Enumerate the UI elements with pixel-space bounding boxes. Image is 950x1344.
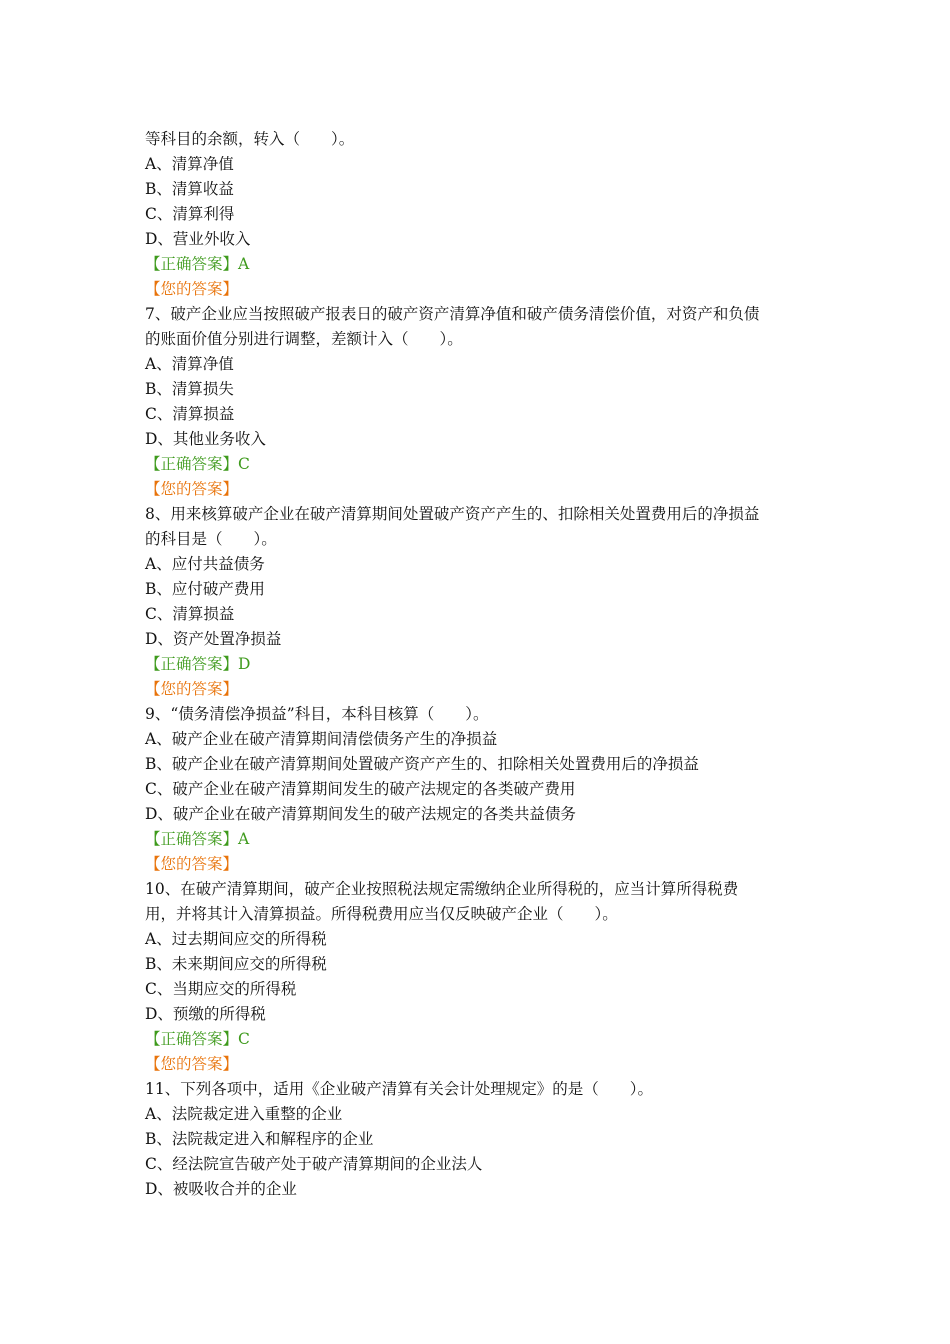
option-b: B、清算损失 (145, 380, 234, 398)
option-d: D、其他业务收入 (145, 430, 266, 448)
option-a: A、清算净值 (145, 355, 234, 373)
your-answer: 【您的答案】 (145, 680, 239, 698)
option-b: B、未来期间应交的所得税 (145, 955, 327, 973)
question-text: 7、破产企业应当按照破产报表日的破产资产清算净值和破产债务清偿价值，对资产和负债 (145, 305, 760, 323)
option-d: D、预缴的所得税 (145, 1005, 266, 1023)
question-text: 9、“债务清偿净损益”科目，本科目核算（ ）。 (145, 705, 489, 723)
question-text: 的科目是（ ）。 (145, 530, 277, 548)
your-answer: 【您的答案】 (145, 1055, 239, 1073)
question-text: 等科目的余额，转入（ ）。 (145, 130, 355, 148)
question-text: 用，并将其计入清算损益。所得税费用应当仅反映破产企业（ ）。 (145, 905, 618, 923)
option-b: B、法院裁定进入和解程序的企业 (145, 1130, 374, 1148)
question-10 (145, 877, 820, 1077)
question-7 (145, 302, 820, 502)
option-a: A、法院裁定进入重整的企业 (145, 1105, 343, 1123)
option-a: A、应付共益债务 (145, 555, 265, 573)
correct-answer: 【正确答案】A (145, 830, 250, 848)
option-c: C、清算损益 (145, 605, 235, 623)
correct-answer: 【正确答案】D (145, 655, 251, 673)
option-c: C、当期应交的所得税 (145, 980, 297, 998)
option-b: B、应付破产费用 (145, 580, 265, 598)
question-text: 的账面价值分别进行调整，差额计入（ ）。 (145, 330, 463, 348)
document-page (145, 127, 820, 1202)
question-6-continuation (145, 127, 820, 302)
option-c: C、清算损益 (145, 405, 235, 423)
option-c: C、经法院宣告破产处于破产清算期间的企业法人 (145, 1155, 483, 1173)
question-8 (145, 502, 820, 702)
option-d: D、资产处置净损益 (145, 630, 282, 648)
your-answer: 【您的答案】 (145, 855, 239, 873)
option-c: C、破产企业在破产清算期间发生的破产法规定的各类破产费用 (145, 780, 576, 798)
option-a: A、过去期间应交的所得税 (145, 930, 327, 948)
correct-answer: 【正确答案】C (145, 455, 250, 473)
option-a: A、清算净值 (145, 155, 234, 173)
correct-answer: 【正确答案】C (145, 1030, 250, 1048)
question-text: 11、下列各项中，适用《企业破产清算有关会计处理规定》的是（ ）。 (145, 1080, 653, 1098)
your-answer: 【您的答案】 (145, 480, 239, 498)
option-a: A、破产企业在破产清算期间清偿债务产生的净损益 (145, 730, 498, 748)
option-b: B、破产企业在破产清算期间处置破产资产产生的、扣除相关处置费用后的净损益 (145, 755, 699, 773)
question-text: 8、用来核算破产企业在破产清算期间处置破产资产产生的、扣除相关处置费用后的净损益 (145, 505, 760, 523)
correct-answer: 【正确答案】A (145, 255, 250, 273)
question-text: 10、在破产清算期间，破产企业按照税法规定需缴纳企业所得税的，应当计算所得税费 (145, 880, 739, 898)
option-d: D、营业外收入 (145, 230, 251, 248)
question-9 (145, 702, 820, 877)
question-11 (145, 1077, 820, 1202)
option-c: C、清算利得 (145, 205, 235, 223)
option-d: D、被吸收合并的企业 (145, 1180, 297, 1198)
your-answer: 【您的答案】 (145, 280, 239, 298)
option-d: D、破产企业在破产清算期间发生的破产法规定的各类共益债务 (145, 805, 576, 823)
option-b: B、清算收益 (145, 180, 234, 198)
